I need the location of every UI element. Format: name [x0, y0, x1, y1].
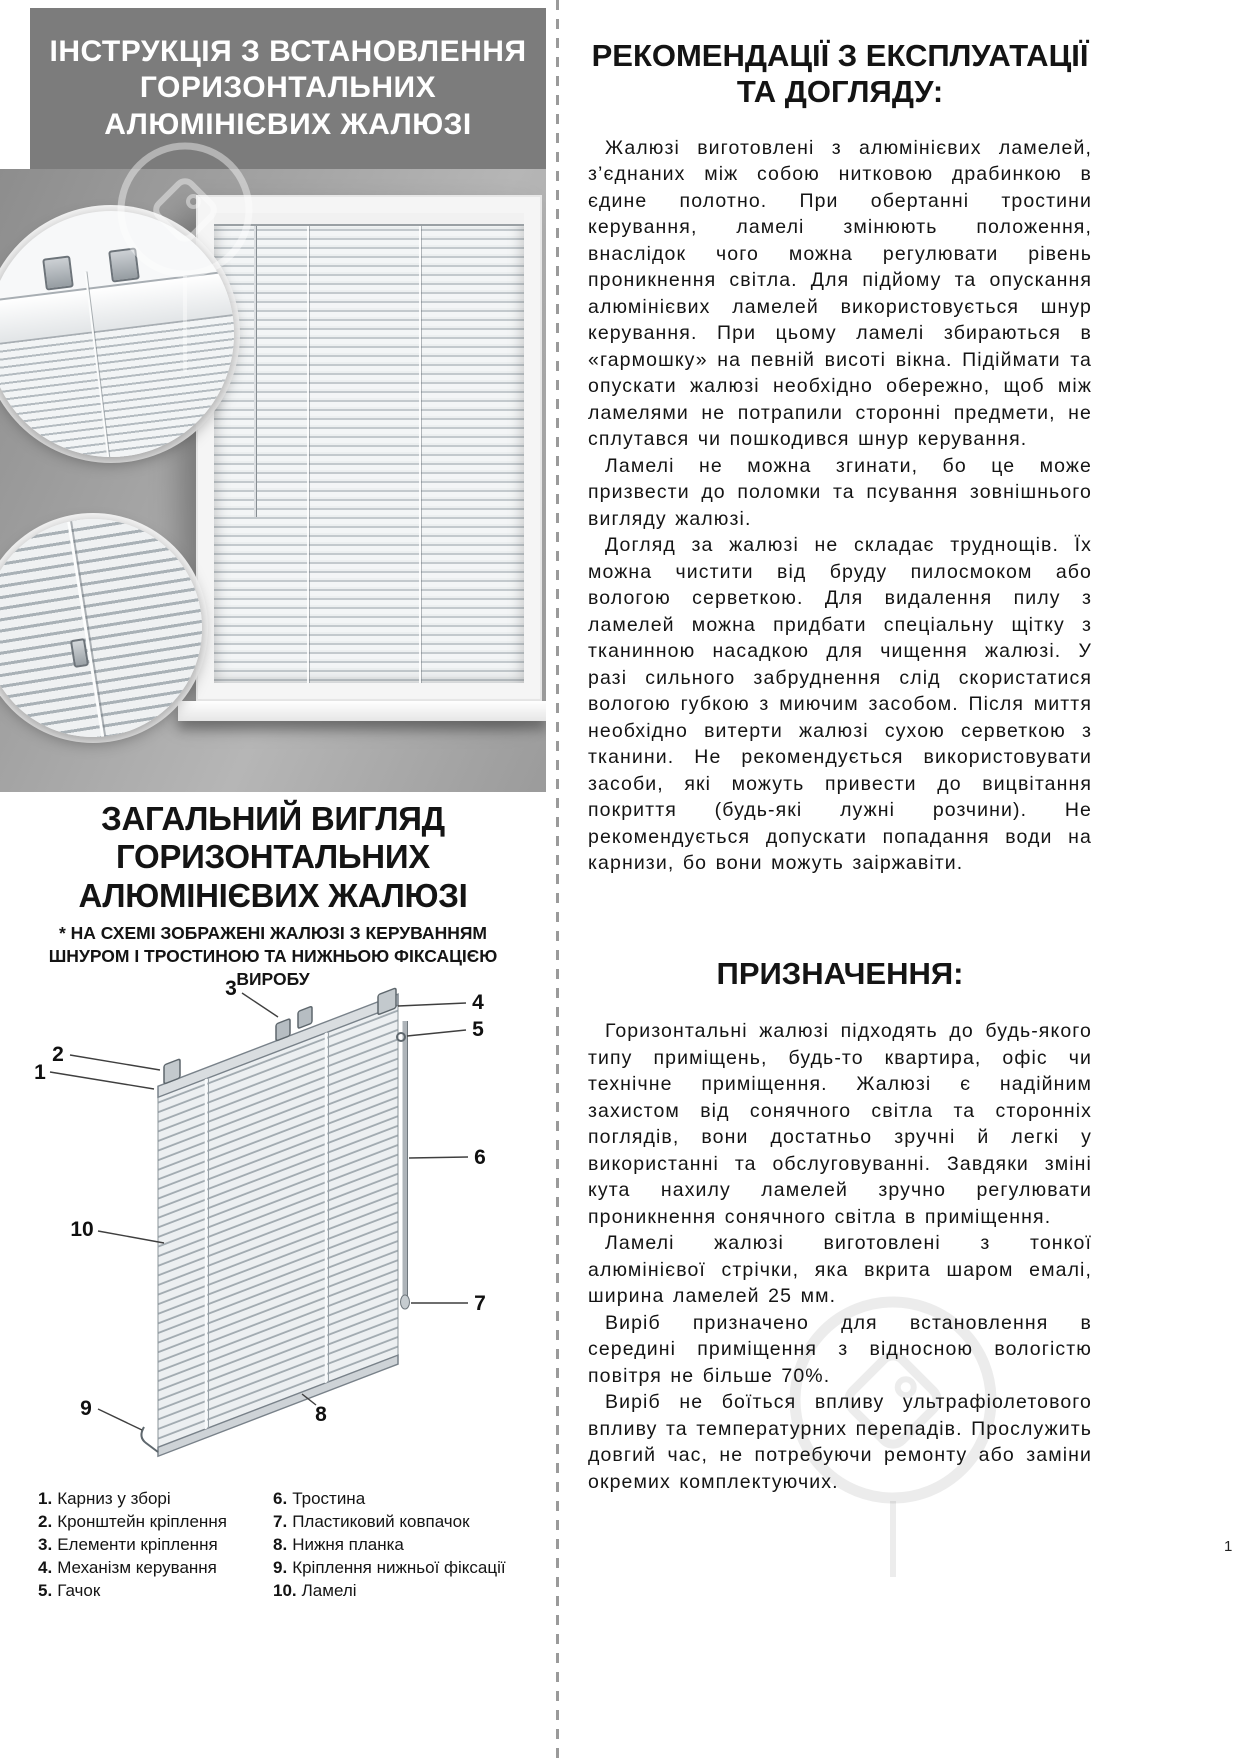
- legend-column-2: [273, 1488, 538, 1603]
- legend-item: 8. Нижня планка: [273, 1535, 404, 1554]
- legend-item: 9. Кріплення нижньої фіксації: [273, 1558, 506, 1577]
- ladder-string: [419, 226, 421, 683]
- blind-body: [158, 975, 398, 1456]
- inset-slats: [0, 519, 202, 737]
- zoom-inset-slats: [0, 519, 202, 737]
- legend-item: 1. Карниз у зборі: [38, 1489, 171, 1508]
- purpose-title: ПРИЗНАЧЕННЯ:: [716, 956, 964, 991]
- overview-title: ЗАГАЛЬНИЙ ВИГЛЯД ГОРИЗОНТАЛЬНИХ АЛЮМІНІЄВИХ ЖАЛЮЗІ: [78, 800, 468, 914]
- care-title: РЕКОМЕНДАЦІЇ З ЕКСПЛУАТАЦІЇ ТА ДОГЛЯДУ:: [591, 38, 1089, 110]
- legend-item: 6. Тростина: [273, 1489, 366, 1508]
- care-section: [588, 38, 1092, 877]
- page-number: 1: [1224, 1538, 1233, 1555]
- care-paragraph: Догляд за жалюзі не складає труднощів. Їх можна чистити від бруду пилосмоком або вологою серветкою. Для видалення пилу з ламелей можна придбати спеціальну щітку з тканинною насадкою для чищення жалюзі. У разі сильного забруднення слід скористатися вологою губкою з миючим засобом. Після миття необхідно витерти жалюзі сухою серветкою з тканини. Не рекомендується використовувати засоби, які можуть привести до вицвітання покриття (будь-які лужні розчини). Не рекомендується допускати попадання води на карнизи, бо вони можуть заіржавіти.: [588, 534, 1092, 875]
- callout-number-1: 1: [34, 1061, 46, 1084]
- column-divider: [556, 0, 559, 1758]
- callout-number-3: 3: [225, 977, 237, 1000]
- fastener-clamp: [298, 1006, 312, 1028]
- callout-number-9: 9: [80, 1397, 92, 1420]
- blinds-diagram-svg: [18, 975, 543, 1480]
- care-body: [588, 135, 1092, 877]
- zoom-inset-headrail: [0, 211, 234, 457]
- callout-number-4: 4: [472, 991, 484, 1014]
- install-title-box: [30, 8, 546, 169]
- blinds-diagram: [18, 975, 543, 1480]
- callout-number-7: 7: [474, 1292, 486, 1315]
- legend-item: 7. Пластиковий ковпачок: [273, 1512, 470, 1531]
- blinds-photo: [0, 169, 546, 792]
- legend-item: 2. Кронштейн кріплення: [38, 1512, 227, 1531]
- purpose-paragraph: Виріб не боїться впливу ультрафіолетового впливу та температурних перепадів. Прослужить довгий час, не потребуючи ремонту або заміни окремих комплектуючих.: [588, 1391, 1092, 1493]
- purpose-section: [588, 956, 1092, 1495]
- control-cord: [254, 226, 256, 517]
- parts-legend: [38, 1488, 538, 1603]
- install-title: ІНСТРУКЦІЯ З ВСТАНОВЛЕННЯ ГОРИЗОНТАЛЬНИХ АЛЮМІНІЄВИХ ЖАЛЮЗІ: [49, 34, 527, 141]
- care-paragraph: Ламелі не можна згинати, бо це може призвести до поломки та псування зовнішнього вигляду жалюзі.: [588, 454, 1092, 530]
- legend-item: 3. Елементи кріплення: [38, 1535, 218, 1554]
- callout-number-2: 2: [52, 1043, 64, 1066]
- care-paragraph: Жалюзі виготовлені з алюмінієвих ламелей, з’єднаних між собою нитковою драбинкою в єдине полотно. При обертанні тростини керування, ламелі змінюють положення, внаслідок чого можна регулювати рівень проникнення світла. Для підйому та опускання алюмінієвих ламелей використовується шнур керування. При цьому ламелі збираються в «гармошку» на певній висоті вікна. Підіймати та опускати жалюзі необхідно обережно, щоб між ламелями не потрапили сторонні предмети, не сплутався чи пошкодився шнур керування.: [588, 136, 1092, 451]
- callout-number-8: 8: [315, 1403, 327, 1426]
- purpose-body: [588, 1018, 1092, 1495]
- window-blinds: [214, 213, 524, 683]
- purpose-paragraph: Горизонтальні жалюзі підходять до будь-якого типу приміщень, будь-то квартира, офіс чи технічне приміщення. Жалюзі є надійним захистом від сонячного світла та сторонніх поглядів, вони достатньо зручні й легкі у використанні та обслуговуванні. Завдяки зміні кута нахилу ламелей зручно регулювати проникнення сонячного світла в приміщення.: [588, 1020, 1092, 1228]
- purpose-paragraph: Ламелі жалюзі виготовлені з тонкої алюмінієвої стрічки, яка вкрита шаром емалі, ширина ламелей 25 мм.: [588, 1232, 1092, 1308]
- callout-number-5: 5: [472, 1018, 484, 1041]
- callout-number-10: 10: [70, 1218, 94, 1241]
- inset-bracket: [42, 255, 74, 290]
- legend-item: 5. Гачок: [38, 1581, 101, 1600]
- wand-cap: [401, 1295, 410, 1309]
- legend-item: 10. Ламелі: [273, 1581, 357, 1600]
- overview-note: * НА СХЕМІ ЗОБРАЖЕНІ ЖАЛЮЗІ З КЕРУВАННЯМ ШНУРОМ І ТРОСТИНОЮ ТА НИЖНЬОЮ ФІКСАЦІЄЮ ВИРОБУ: [48, 923, 498, 990]
- window-frame: [196, 195, 542, 701]
- slats: [158, 1005, 398, 1447]
- legend-column-1: [38, 1488, 273, 1603]
- purpose-paragraph: Виріб призначено для встановлення в середині приміщення з відносною вологістю повітря не більше 70%.: [588, 1311, 1092, 1387]
- bottom-fixation: [141, 1427, 158, 1452]
- legend-item: 4. Механізм керування: [38, 1558, 217, 1577]
- inset-bracket: [108, 247, 140, 282]
- ladder-string: [307, 226, 309, 683]
- blinds-headrail: [214, 213, 524, 226]
- callout-number-6: 6: [474, 1146, 486, 1169]
- window-sill: [178, 701, 546, 721]
